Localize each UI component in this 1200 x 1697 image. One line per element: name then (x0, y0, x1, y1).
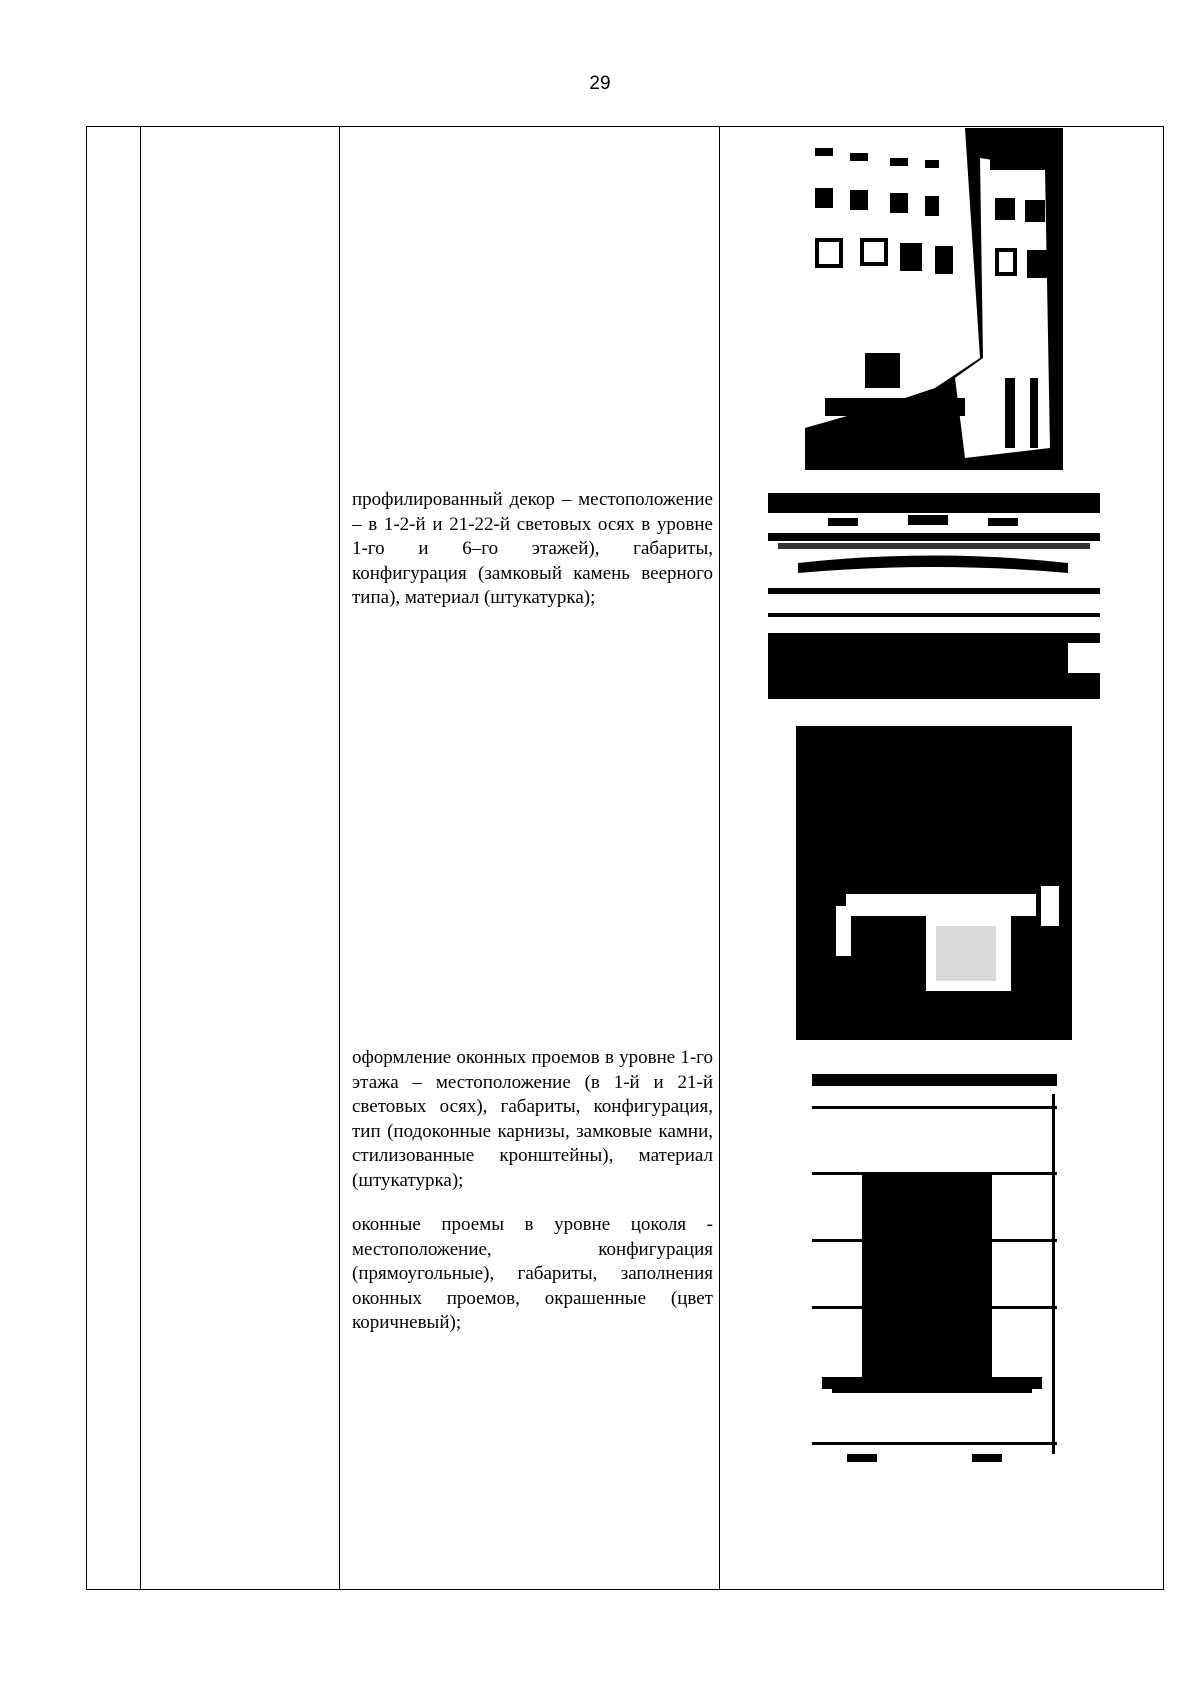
keystone-decor-photo (768, 493, 1100, 699)
description-paragraph: профилированный декор – местоположение – в 1-2-й и 21-22-й световых осях в уровне 1-го и 6–го этажей), габариты, конфигурация (замковый камень веерного типа), материал (штукатурка); (352, 489, 713, 608)
column-divider-3 (719, 127, 720, 1589)
column-divider-2 (339, 127, 340, 1589)
window-opening-photo (796, 726, 1072, 1040)
page-number: 29 (589, 73, 611, 94)
description-paragraph: оконные проемы в уровне цоколя - местоположение, конфигурация (прямоугольные), габариты, заполнения оконных проемов, окрашенные (цвет коричневый); (352, 1214, 713, 1333)
basement-window-photo (812, 1064, 1057, 1474)
building-facade-photo (805, 128, 1063, 470)
column-divider-1 (140, 127, 141, 1589)
description-block-1 (352, 488, 713, 631)
description-block-2 (352, 1046, 713, 1356)
description-paragraph: оформление оконных проемов в уровне 1-го этажа – местоположение (в 1-й и 21-й световых осях), габариты, конфигурация, тип (подоконные карнизы, замковые камни, стилизованные кронштейны), материал (штукатурка); (352, 1047, 713, 1191)
